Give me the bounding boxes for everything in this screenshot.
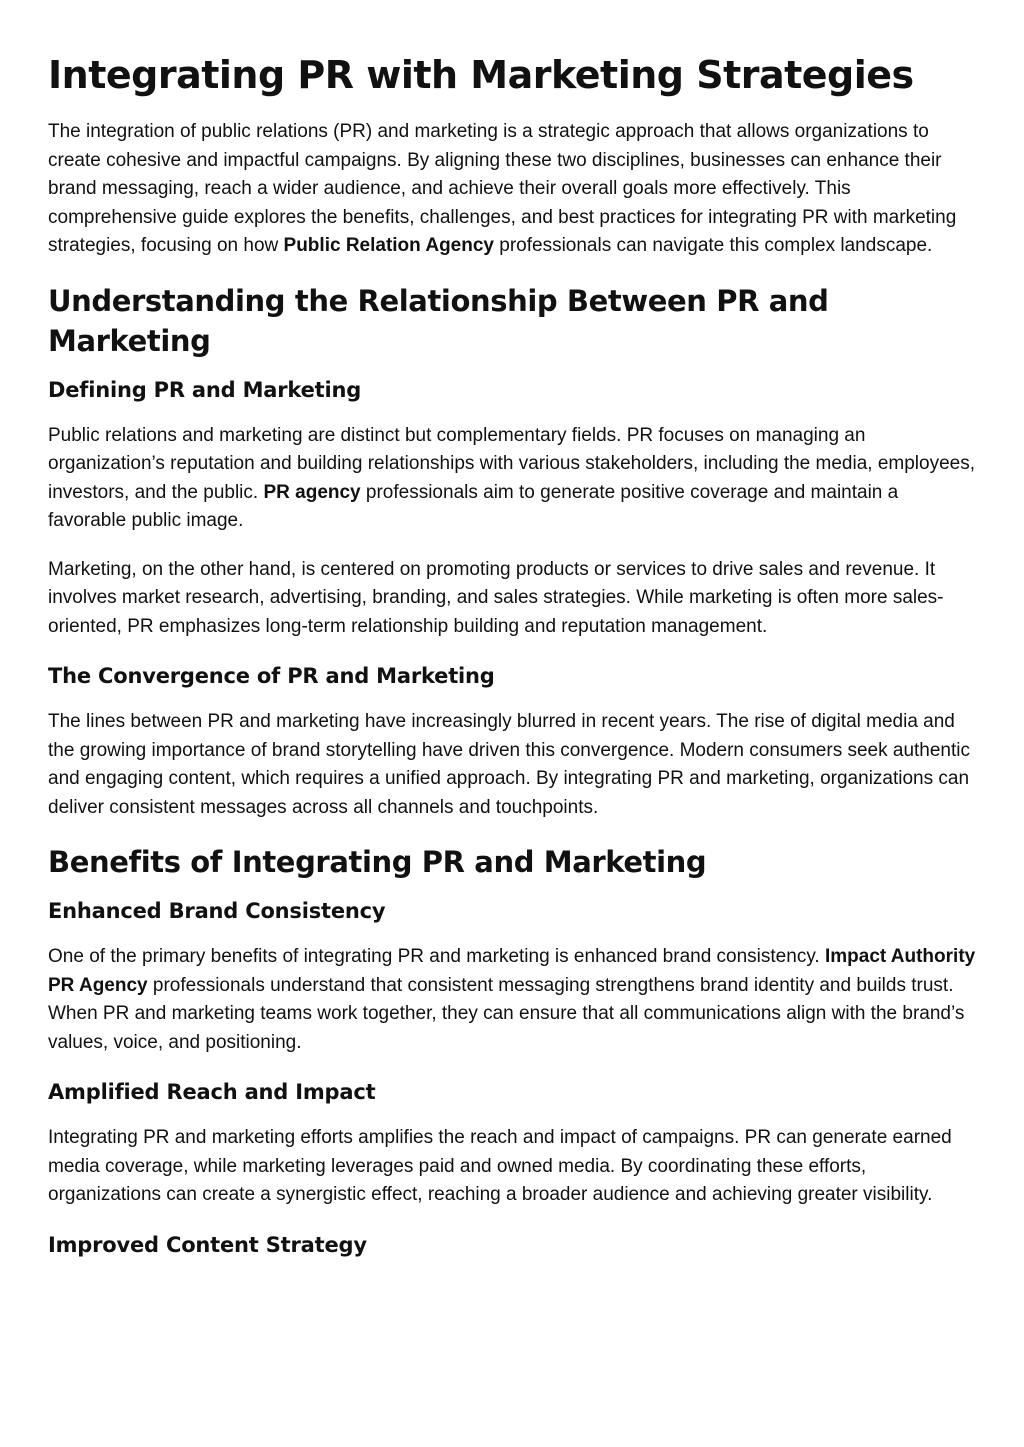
intro-text-2: professionals can navigate this complex landscape.	[493, 235, 933, 256]
intro-bold-term: Public Relation Agency	[283, 235, 494, 256]
subheading-content-strategy: Improved Content Strategy	[48, 1232, 367, 1257]
page-title: Integrating PR with Marketing Strategies	[48, 53, 914, 97]
paragraph-defining-1	[48, 422, 976, 536]
defining-text-2: professionals aim to generate positive coverage and maintain a favorable public image.	[48, 481, 899, 531]
paragraph-convergence: The lines between PR and marketing have increasingly blurred in recent years. The rise of digital media and the growing importance of brand storytelling have driven this convergence. Modern consumers seek authentic and engaging content, which requires a unified approach. By integrating PR and marketing, organizations can deliver consistent messages across all channels and touchpoints.	[48, 711, 971, 818]
subheading-convergence: The Convergence of PR and Marketing	[48, 664, 495, 688]
intro-text-1: The integration of public relations (PR) and marketing is a strategic approach that allows organizations to create cohesive and impactful campaigns. By aligning these two disciplines, businesses can enhance their brand messaging, reach a wider audience, and achieve their overall goals more effectively. This comprehensive guide explores the benefits, challenges, and best practices for integrating PR with marketing strategies, focusing on how	[48, 121, 957, 256]
subheading-defining: Defining PR and Marketing	[48, 377, 362, 402]
section-heading-benefits: Benefits of Integrating PR and Marketing	[48, 845, 707, 879]
paragraph-defining-2: Marketing, on the other hand, is centered on promoting products or services to drive sales and revenue. It involves market research, advertising, branding, and sales strategies. While marketing is often more sales-oriented, PR emphasizes long-term relationship building and reputation management.	[48, 558, 944, 637]
intro-paragraph	[48, 118, 976, 261]
paragraph-consistency	[48, 943, 976, 1057]
defining-bold-term: PR agency	[263, 481, 361, 503]
defining-text-1: Public relations and marketing are distinct but complementary fields. PR focuses on managing an organization’s reputation and building relationships with various stakeholders, including the media, employees, investors, and the public.	[48, 424, 975, 503]
paragraph-reach: Integrating PR and marketing efforts amplifies the reach and impact of campaigns. PR can generate earned media coverage, while marketing leverages paid and owned media. By coordinating these efforts, organizations can create a synergistic effect, reaching a broader audience and achieving greater visibility.	[48, 1127, 952, 1205]
consistency-bold-term: Impact Authority PR Agency	[48, 946, 976, 996]
consistency-text-2: professionals understand that consistent messaging strengthens brand identity and builds trust. When PR and marketing teams work together, they can ensure that all communications align with the brand’s values, voice, and positioning.	[48, 974, 965, 1053]
subheading-consistency: Enhanced Brand Consistency	[48, 899, 386, 923]
section-heading-relationship: Understanding the Relationship Between PR and Marketing	[48, 283, 829, 358]
consistency-text-1: One of the primary benefits of integrating PR and marketing is enhanced brand consistency.	[48, 946, 825, 967]
subheading-reach: Amplified Reach and Impact	[48, 1080, 376, 1104]
